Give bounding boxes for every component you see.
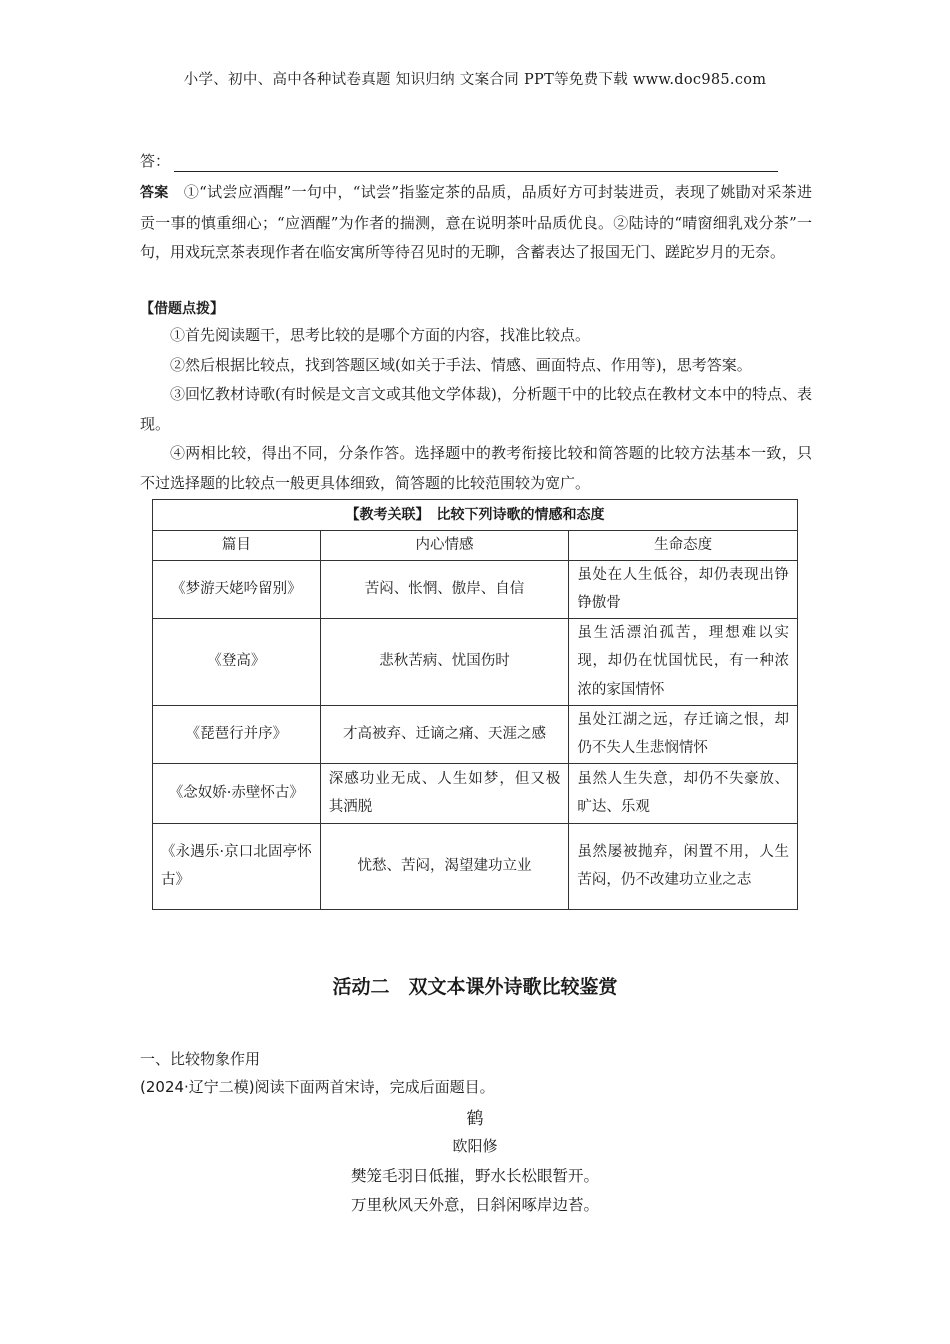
column-header: 内心情感 [320,531,569,561]
comparison-table [152,499,798,910]
poem-author: 欧阳修 [452,1137,498,1155]
table-cell-attitude: 虽处在人生低谷，却仍表现出铮铮傲骨 [569,560,798,618]
answer-block [140,178,812,268]
tip-item: ①首先阅读题干，思考比较的是哪个方面的内容，找准比较点。 [170,326,591,344]
answer-text: ①“试尝应酒醒”一句中，“试尝”指鉴定茶的品质，品质好方可封装进贡，表现了姚勖对采茶进贡一事的慎重细心；“应酒醒”为作者的揣测，意在说明茶叶品质优良。②陆诗的“晴窗细乳戏分茶”一句，用戏玩烹茶表现作者在临安寓所等待召见时的无聊，含蓄表达了报国无门、蹉跎岁月的无奈。 [140,183,812,261]
column-header: 篇目 [153,531,321,561]
poem-line: 樊笼毛羽日低摧，野水长松眼暂开。 [350,1167,599,1185]
tip-item: ④两相比较，得出不同，分条作答。选择题中的教考衔接比较和简答题的比较方法基本一致，只不过选择题的比较点一般更具体细致，简答题的比较范围较为宽广。 [140,444,812,492]
answer-paragraph [140,178,812,268]
answer-prompt [140,150,812,172]
activity-title: 活动二 双文本课外诗歌比较鉴赏 [332,976,618,998]
answer-label: 答案 [140,185,169,201]
section-heading: 一、比较物象作用 [140,1050,261,1068]
table-cell-title: 《永遇乐·京口北固亭怀古》 [153,823,321,909]
table-row [153,763,798,823]
tip-item: ②然后根据比较点，找到答题区域(如关于手法、情感、画面特点、作用等)，思考答案。 [170,355,752,374]
table-cell-title: 《念奴娇·赤壁怀古》 [153,763,321,823]
poem-line: 万里秋风天外意，日斜闲啄岸边苔。 [350,1196,599,1214]
table-cell-attitude: 虽然屡被抛弃，闲置不用，人生苦闷，仍不改建功立业之志 [569,823,798,909]
answer-prompt-label: 答： [140,152,171,170]
tips-title [140,295,812,322]
table-cell-title: 《登高》 [153,618,321,705]
table-row [153,823,798,909]
answer-blank-line [174,153,778,172]
table-row [153,560,798,618]
table-cell-attitude: 虽生活漂泊孤苦，理想难以实现，却仍在忧国忧民，有一种浓浓的家国情怀 [569,618,798,705]
task-instruction: (2024·辽宁二模)阅读下面两首宋诗，完成后面题目。 [140,1078,495,1096]
table-cell-title: 《琵琶行并序》 [153,705,321,763]
table-cell-emotion: 悲秋苦病、忧国伤时 [320,618,569,705]
poem-title: 鹤 [466,1109,484,1129]
table-cell-emotion: 忧愁、苦闷，渴望建功立业 [320,823,569,909]
table-cell-emotion: 才高被弃、迁谪之痛、天涯之感 [320,705,569,763]
table-caption: 【教考关联】 比较下列诗歌的情感和态度 [153,500,798,531]
table-cell-attitude: 虽处江湖之远，存迁谪之恨，却仍不失人生悲悯情怀 [569,705,798,763]
column-header: 生命态度 [569,531,798,561]
tip-item: ③回忆教材诗歌(有时候是文言文或其他文学体裁)，分析题干中的比较点在教材文本中的特点、表现。 [140,385,812,433]
page-header: 小学、初中、高中各种试卷真题 知识归纳 文案合同 PPT等免费下载 www.doc985.com [183,72,767,88]
tips-list [140,321,812,498]
table-caption-row [153,500,798,531]
table-cell-emotion: 深感功业无成、人生如梦，但又极其洒脱 [320,763,569,823]
table-row [153,705,798,763]
table-cell-emotion: 苦闷、怅惘、傲岸、自信 [320,560,569,618]
tips-title-text: 【借题点拨】 [140,301,224,317]
table-cell-title: 《梦游天姥吟留别》 [153,560,321,618]
table-cell-attitude: 虽然人生失意，却仍不失豪放、旷达、乐观 [569,763,798,823]
table-row [153,618,798,705]
table-header-row [153,531,798,561]
